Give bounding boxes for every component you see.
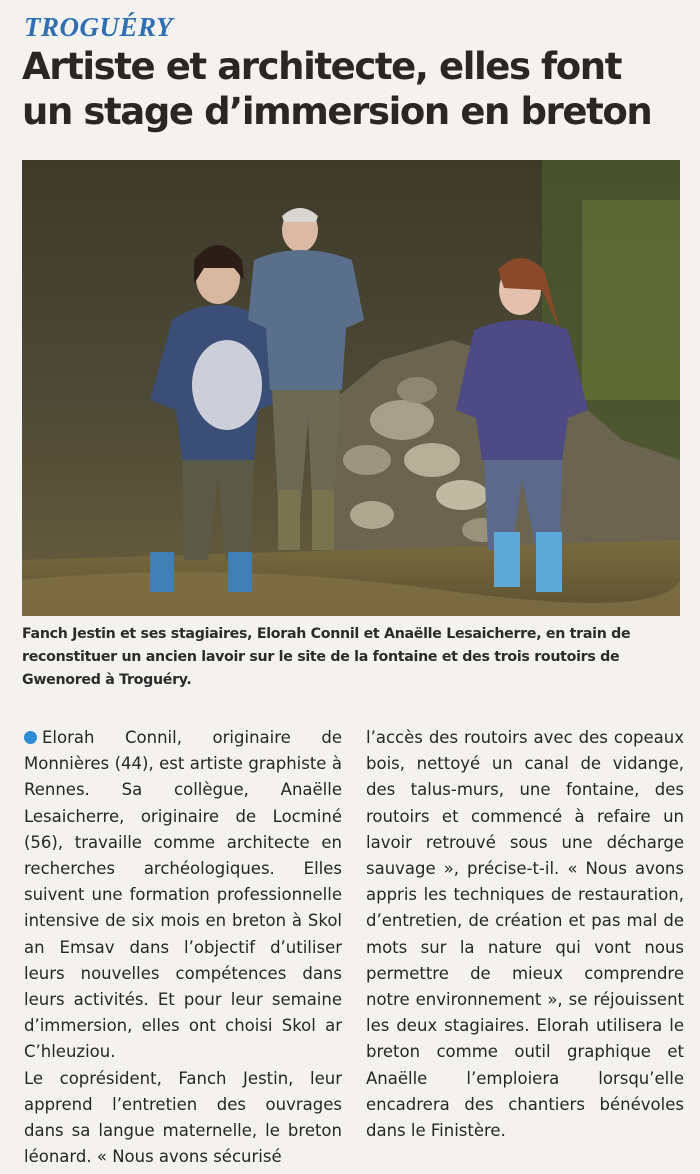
photo-people-at-fountain-icon [22,160,680,616]
article-column-left [24,725,342,1170]
article-photo [22,160,680,616]
article-kicker: TROGUÉRY [24,12,174,42]
bullet-icon [24,731,37,744]
article-column-right [366,725,684,1144]
paragraph: Le coprésident, Fanch Jestin, leur apprend l’entretien des ouvrages dans sa langue maternelle, le breton léonard. « Nous avons sécurisé [24,1068,342,1167]
paragraph [24,725,342,1066]
photo-caption: Fanch Jestin et ses stagiaires, Elorah Connil et Anaëlle Lesaicherre, en train de reconstituer un ancien lavoir sur le site de la fontaine et des trois routoirs de Gwenored à Troguéry. [22,626,631,688]
paragraph-text: Elorah Connil, originaire de Monnières (44), est artiste graphiste à Rennes. Sa collègue, Anaëlle Lesaicherre, originaire de Locminé (56), travaille comme architecte en recherches archéologiques. Elles suivent une formation professionnelle intensive de six mois en breton à Skol an Emsav dans l’objectif d’utiliser leurs nouvelles compétences dans leurs activités. Et pour leur semaine d’immersion, elles ont choisi Skol ar C’hleuziou. [24,728,342,1062]
paragraph: l’accès des routoirs avec des copeaux bois, nettoyé un canal de vidange, des talus-murs, une fontaine, des routoirs et commencé à refaire un lavoir retrouvé sous une décharge sauvage », précise-t-il. « Nous avons appris les techniques de restauration, d’entretien, de création et pas mal de mots sur la nature qui vont nous permettre de mieux comprendre notre environnement », se réjouissent les deux stagiaires. Elorah utilisera le breton comme outil graphique et Anaëlle l’emploiera lorsqu’elle encadrera des chantiers bénévoles dans le Finistère. [366,728,684,1141]
article-headline: Artiste et architecte, elles font un stage d’immersion en breton [22,45,652,133]
